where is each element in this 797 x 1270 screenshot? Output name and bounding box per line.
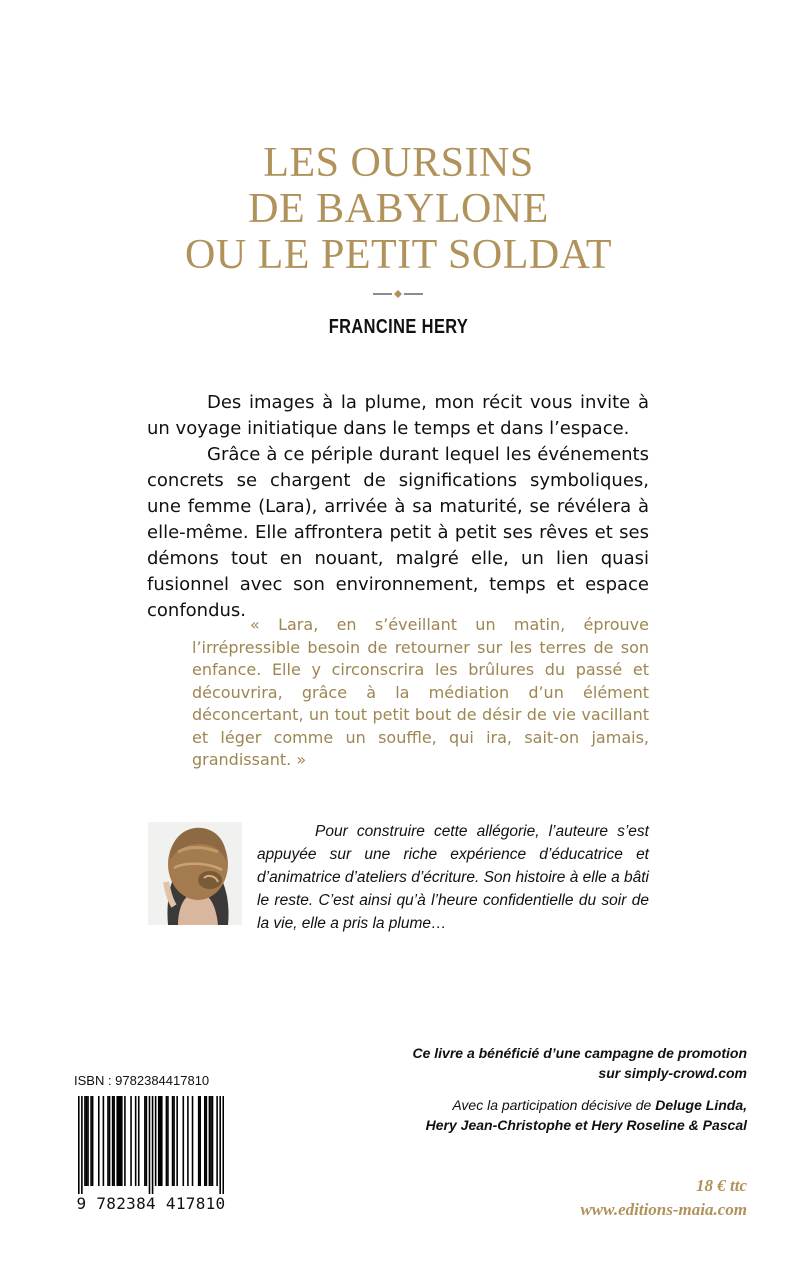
author-photo-image xyxy=(148,822,242,925)
barcode-bar xyxy=(138,1096,140,1186)
bio-text: Pour construire cette allégorie, l’auteure s’est appuyée sur une riche expérience d’éducatrice et d’animatrice d’ateliers d’écriture. Son histoire à elle a bâti le reste. C’est ainsi qu’à l’heure confidentielle du soir de la vie, elle a pris la plume… xyxy=(257,823,650,932)
barcode-digits: 9 782384 417810 xyxy=(76,1194,226,1213)
barcode-bar xyxy=(119,1096,121,1186)
barcode-bar xyxy=(116,1096,118,1186)
barcode-bar xyxy=(216,1096,218,1186)
barcode-bar xyxy=(206,1096,208,1186)
barcode-bar xyxy=(135,1096,137,1186)
promotion-line: sur simply-crowd.com xyxy=(598,1065,747,1081)
participation-credits xyxy=(327,1095,747,1135)
barcode-bar xyxy=(144,1096,146,1186)
barcode-bar xyxy=(187,1096,189,1186)
book-title xyxy=(0,140,797,278)
barcode-bar xyxy=(155,1096,157,1186)
barcode-bar xyxy=(210,1096,212,1186)
barcode-bar xyxy=(158,1096,160,1186)
title-line: OU LE PETIT SOLDAT xyxy=(184,232,613,278)
barcode-bar xyxy=(112,1096,114,1186)
barcode-bar xyxy=(98,1096,100,1186)
quote-text: « Lara, en s’éveillant un matin, éprouve l’irrépressible besoin de retourner sur les terres de son enfance. Elle y circonscrira les brûlures du passé et découvrira, grâce à la médiation d’un élément déconcertant, un tout petit bout de désir de vie vacillant et léger comme un souffle, qui ira, sait-on jamais, grandissant. » xyxy=(192,615,649,769)
price-label: 18 € ttc xyxy=(696,1176,747,1195)
participation-intro: Avec la participation décisive de xyxy=(452,1097,656,1113)
barcode-bar xyxy=(161,1096,163,1186)
publisher-website: www.editions-maia.com xyxy=(580,1200,747,1219)
diamond-ornament-icon xyxy=(371,288,425,300)
isbn-barcode xyxy=(68,1090,234,1220)
barcode-bar xyxy=(92,1096,94,1186)
barcode-bar xyxy=(167,1096,169,1186)
barcode-bar xyxy=(113,1096,115,1186)
barcode-bar xyxy=(204,1096,206,1186)
pull-quote xyxy=(192,614,649,772)
barcode-bar xyxy=(87,1096,89,1186)
barcode-bar xyxy=(146,1096,148,1186)
barcode-bar xyxy=(209,1096,211,1186)
barcode-bar xyxy=(152,1096,154,1194)
barcode-bar xyxy=(121,1096,123,1186)
barcode-bar xyxy=(198,1096,200,1186)
barcode-bar xyxy=(166,1096,168,1186)
summary-paragraph: Grâce à ce périple durant lequel les événements concrets se chargent de significations symboliques, une femme (Lara), arrivée à sa maturité, se révélera à elle-même. Elle affrontera petit à petit ses rêves et ses démons tout en nouant, malgré elle, un lien quasi fusionnel avec son environnement, temps et espace confondus. xyxy=(147,444,649,621)
barcode-bar xyxy=(118,1096,120,1186)
barcode-bar xyxy=(176,1096,178,1186)
author-bio xyxy=(257,820,649,935)
participation-names: Deluge Linda, xyxy=(655,1097,747,1113)
author-name: FRANCINE HERY xyxy=(328,316,469,338)
title-line: LES OURSINS xyxy=(263,140,534,186)
author-photo xyxy=(148,822,242,925)
promotion-notice xyxy=(327,1043,747,1083)
title-line: DE BABYLONE xyxy=(248,186,549,232)
isbn-label: ISBN : 9782384417810 xyxy=(74,1073,210,1088)
promotion-line: Ce livre a bénéficié d’une campagne de promotion xyxy=(412,1045,747,1061)
barcode-bar xyxy=(222,1096,224,1194)
barcode-bar xyxy=(103,1096,105,1186)
barcode-bar xyxy=(86,1096,88,1186)
summary-paragraph: Des images à la plume, mon récit vous invite à un voyage initiatique dans le temps et dans l’espace. xyxy=(147,392,649,439)
summary-text xyxy=(147,390,649,624)
barcode-bar xyxy=(124,1096,126,1186)
barcode-bar xyxy=(107,1096,109,1186)
barcode-bar xyxy=(173,1096,175,1186)
barcode-bar xyxy=(109,1096,111,1186)
barcode-bar xyxy=(159,1096,161,1186)
barcode-bar xyxy=(149,1096,151,1194)
barcode-bar xyxy=(192,1096,194,1186)
barcode-bar xyxy=(130,1096,132,1186)
barcode-icon xyxy=(78,1096,224,1194)
barcode-bar xyxy=(219,1096,221,1194)
barcode-bar xyxy=(84,1096,86,1186)
barcode-bar xyxy=(81,1096,83,1194)
barcode-bar xyxy=(78,1096,80,1194)
participation-names: Hery Jean-Christophe et Hery Roseline & Pascal xyxy=(425,1117,747,1133)
barcode-bar xyxy=(183,1096,185,1186)
barcode-bar xyxy=(199,1096,201,1186)
barcode-bar xyxy=(212,1096,214,1186)
barcode-bar xyxy=(172,1096,174,1186)
barcode-bar xyxy=(90,1096,92,1186)
